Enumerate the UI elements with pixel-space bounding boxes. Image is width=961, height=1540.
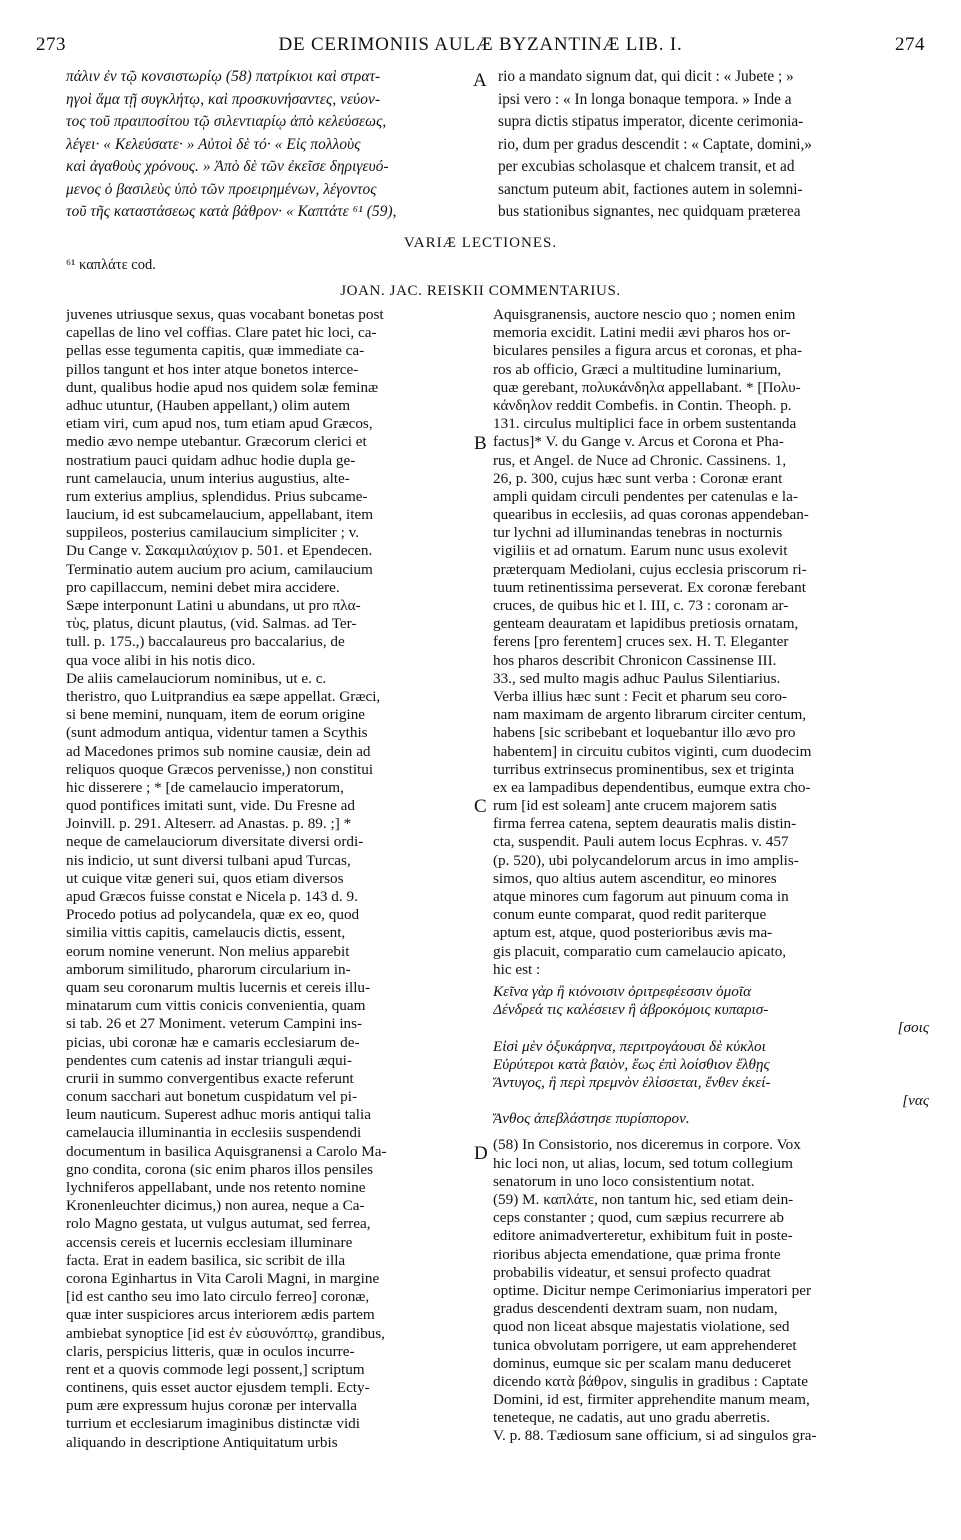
commentary-line: Sæpe interponunt Latini u abundans, ut pro πλα-: [66, 597, 361, 614]
commentary-line: minatarum cum vittis conicis convenientia, quam: [66, 997, 366, 1015]
commentary-line: leum nauticum. Superest adhuc moris antiqui talia: [66, 1106, 371, 1124]
note-59-line: teneteque, ne cadatis, aut uno gradu aberretis.: [493, 1409, 771, 1427]
commentary-line: documentum in basilica Aquisgranensi a Carolo Ma-: [66, 1142, 387, 1160]
greek-text-line: πάλιν ἐν τῷ κονσιστωρίῳ (58) πατρίκιοι καὶ στρατ-: [66, 68, 381, 85]
commentary-line: habentem] in circuitu cubitos viginti, cum duodecim: [493, 742, 812, 760]
commentary-line: apud Græcos fuisse constat e Nicela p. 143 d. 9.: [66, 888, 358, 905]
commentary-line: similia vittis capitis, camelaucis dictis, essent,: [66, 924, 346, 942]
note-58-line: (58) In Consistorio, nos diceremus in corpore. Vox: [493, 1136, 801, 1154]
margin-letter-c: C: [474, 796, 487, 817]
commentary-line: rum [id est soleam] ante crucem majorem satis: [493, 797, 777, 815]
greek-text-line: μενος ὁ βασιλεὺς ὑπὸ τῶν προειρημένων, λέγοντος: [66, 180, 377, 198]
poem-line: Κεῖνα γὰρ ἢ κιόνοισιν ὀριτρεφέεσσιν ὁμοῖα: [493, 982, 752, 1000]
variae-lectiones-heading: VARIÆ LECTIONES.: [403, 235, 558, 251]
commentary-line: reliquos quoque Græcos pervenisse,) non constitui: [66, 760, 374, 778]
latin-text-line: bus stationibus signantes, nec quidquam præterea: [498, 203, 801, 220]
commentary-line: quam seu coronarum multis lucernis et cereis illu-: [66, 978, 371, 996]
poem-line: Εὐρύτεροι κατὰ βαιὸν, ἕως ἐπὶ λοίσθιον ἔλθῃς: [493, 1055, 770, 1073]
greek-text-column: [66, 66, 468, 224]
commentary-line: turrium et ecclesiarum imaginibus distinctæ vidi: [66, 1415, 360, 1433]
commentary-line: Joinvill. p. 291. Alteserr. ad Anastas. p. 89. ;] *: [66, 815, 352, 833]
commentary-line: gno condita, corona (sic enim pharos illos pensiles: [66, 1160, 374, 1178]
commentary-line: ut cuique vitæ generi sui, quos etiam diversos: [66, 869, 344, 887]
commentary-line: rus, et Angel. de Nuce ad Chronic. Cassinens. 1,: [493, 451, 787, 469]
commentary-line: ambiebat synoptice [id est ἐν εὐσυνόπτῳ, grandibus,: [66, 1324, 385, 1342]
commentary-line: camelaucia illuminantia in ecclesiis suspendendi: [66, 1124, 362, 1142]
commentary-line: simos, quo altius autem ascenditur, eo minores: [493, 869, 777, 887]
poem-line: [σοις: [897, 1019, 929, 1037]
note-59-line: rioribus abjecta emendatione, quæ prima fronte: [493, 1245, 781, 1263]
commentary-line: nam maximam de argento librarum circiter centum,: [493, 706, 807, 724]
commentary-line: turribus extrinsecus prominentibus, sex et triginta: [493, 760, 795, 778]
commentary-line: quearibus in ecclesiis, ad quas coronas appendeban-: [493, 506, 809, 524]
commentary-line: cta, suspendit. Pauli autem locus Ecphras. v. 457: [493, 833, 789, 851]
commentary-line: factus]* V. du Gange v. Arcus et Corona et Pha-: [493, 433, 784, 451]
latin-text-line: per excubias scholasque et chalcem transit, et ad: [498, 158, 795, 175]
commentary-line: quæ inter suspiciores arcus interiorem ædis partem: [66, 1306, 375, 1324]
commentary-line: hic disserere ; * [de camelaucio imperatorum,: [66, 778, 344, 796]
greek-text-line: τος τοῦ πραιποσίτου τῷ σιλεντιαρίῳ ἀπὸ κελεύσεως,: [66, 113, 387, 130]
note-58-line: hic loci non, ut alias, locum, sed totum collegium: [493, 1154, 793, 1172]
commentary-line: claris, perspicius litteris, quæ in oculos incurre-: [66, 1342, 355, 1360]
greek-poem-quotation: [493, 983, 929, 1129]
commentary-line: rum exterius amplius, splendidus. Prius subcame-: [66, 487, 368, 505]
commentary-line: crurii in summo convergentibus exacte referunt: [66, 1069, 354, 1087]
footnote-61: ⁶¹ καπλάτε cod.: [66, 257, 156, 273]
commentary-line: genteam deauratam et lapidibus pretiosis ornatam,: [493, 615, 799, 633]
running-title: DE CERIMONIIS AULÆ BYZANTINÆ LIB. I.: [278, 34, 683, 55]
commentary-line: rent et a quovis commode legi possent,] scriptum: [66, 1360, 365, 1378]
commentary-line: medio ævo nempe utebantur. Græcorum clerici et: [66, 433, 367, 451]
note-59-line: tunica obvolutam porrigere, ut eam apprehenderet: [493, 1336, 797, 1354]
latin-text-line: rio, dum per gradus descendit : « Captate, domini,»: [498, 135, 812, 153]
page-number-left: 273: [36, 34, 66, 55]
note-59-line: dicendo κατὰ βάθρον, singulis in gradibus : Captate: [493, 1372, 808, 1390]
commentary-line: eorum nomine venerunt. Non melius apparebit: [66, 942, 350, 960]
greek-text-line: ηγοὶ ἅμα τῇ συγκλήτῳ, καὶ προσκυνήσαντες, νεύον-: [66, 90, 381, 108]
commentary-line: etiam viri, cum apud nos, tum etiam apud Græcos,: [66, 415, 373, 433]
commentary-line: suppileos, posterius camilaucium simpliciter ; v.: [66, 524, 360, 542]
latin-text-line: rio a mandato signum dat, qui dicit : « Jubete ; »: [498, 68, 794, 85]
commentary-line: Verba illius hæc sunt : Fecit et pharum seu coro-: [493, 687, 787, 705]
commentary-line: 131. circulus multiplici face in orbem sustentanda: [493, 415, 797, 433]
commentary-line: theristro, quo Luitprandius ea sæpe appellat. Græci,: [66, 687, 381, 705]
commentary-line: Terminatio autem aucium pro acium, camilaucium: [66, 560, 373, 578]
greek-text-line: λέγει· « Κελεύσατε· » Αὐτοὶ δὲ τό· « Εἰς πολλοὺς: [66, 135, 361, 153]
note-59-line: dominus, eumque sic per scalam manu deduceret: [493, 1354, 792, 1372]
commentary-line: gis placuit, comparatio cum camelaucio apicato,: [493, 942, 787, 960]
margin-letter-d: D: [474, 1143, 488, 1164]
commentary-line: hos pharos describit Chronicon Cassinense III.: [493, 651, 777, 669]
latin-text-line: sanctum puteum abit, factiones autem in solemni-: [498, 180, 803, 198]
note-58-line: senatorum in uno loco consistentium notat.: [493, 1172, 755, 1190]
commentary-line: De aliis camelauciorum nominibus, ut e. c.: [66, 669, 327, 687]
commentary-line: conum eunte comparat, quod redit pariterque: [493, 906, 767, 924]
commentary-line: aptum est, atque, quod posterioribus ævis ma-: [493, 924, 773, 942]
latin-translation-column: [498, 66, 928, 224]
note-59-line: probabilis videatur, et sensui profecto quadrat: [493, 1263, 771, 1281]
commentary-line: pum ære expressum hujus coronæ per intervalla: [66, 1397, 358, 1415]
note-59-line: Domini, id est, firmiter apprehendite manum meam,: [493, 1391, 810, 1409]
commentary-line: picias, ubi coronæ hæ e camaris ecclesiarum de-: [66, 1033, 360, 1051]
commentary-line: corona Eginhartus in Vita Caroli Magni, in margine: [66, 1269, 380, 1287]
commentary-left-column: [66, 306, 470, 1452]
commentary-line: dunt, qualibus hodie apud nos quidem solæ feminæ: [66, 378, 379, 396]
commentary-line: (sunt admodum antiqua, videntur tamen a Scythis: [66, 724, 368, 742]
commentary-line: si tab. 26 et 27 Moniment. veterum Campini ins-: [66, 1015, 363, 1033]
commentary-line: vigiliis et ad ornatum. Earum nunc usus exolevit: [493, 542, 788, 560]
latin-text-line: supra dictis stipatus imperator, dicente cerimonia-: [498, 113, 804, 130]
commentary-line: pellas esse tegumenta capitis, quæ immediate ca-: [66, 342, 365, 360]
commentary-line: biculares pensiles a figura arcus et coronas, et pha-: [493, 342, 803, 360]
commentary-line: Aquisgranensis, auctore nescio quo ; nomen enim: [493, 306, 796, 323]
commentary-line: hic est :: [493, 960, 541, 978]
poem-line: Ἄντυγος, ἣ περὶ πρεμνὸν ἐλίσσεται, ἔνθεν ἐκεί-: [493, 1073, 771, 1091]
commentary-line: τὺς, platus, dicunt plautus, (vid. Salmas. ad Ter-: [66, 615, 357, 633]
note-59-line: (59) M. καπλάτε, non tantum hic, sed etiam dein-: [493, 1191, 794, 1208]
commentary-line: pro capillaccum, nemini debet mira accidere.: [66, 578, 340, 596]
commentary-title: JOAN. JAC. REISKII COMMENTARIUS.: [340, 283, 621, 299]
commentary-line: tur lychni ad illuminandas tenebras in nocturnis: [493, 524, 783, 542]
commentary-line: cruces, de quibus hic et l. III, c. 73 : coronam ar-: [493, 597, 789, 614]
commentary-line: si bene memini, nunquam, item de eorum origine: [66, 706, 366, 724]
commentary-line: quod pontifices imitati sunt, vide. Du Fresne ad: [66, 797, 355, 815]
commentary-line: Du Cange v. Σακαμιλαύχιον p. 501. et Ependecen.: [66, 542, 373, 560]
margin-letter-b: B: [474, 433, 487, 454]
commentary-line: nis indicio, ut sunt diversi tulbani apud Turcas,: [66, 851, 351, 869]
commentary-line: amborum similitudo, pharorum circularium in-: [66, 960, 351, 978]
commentary-line: juvenes utriusque sexus, quas vocabant bonetas post: [66, 306, 384, 323]
commentary-line: accensis cereis et lucernis ecclesiam illuminare: [66, 1233, 353, 1251]
commentary-line: runt camelaucia, unum interius augustius, alte-: [66, 469, 350, 487]
latin-text-line: ipsi vero : « In longa bonaque tempora. » Inde a: [498, 90, 792, 108]
commentary-line: habens [sic scribebant et loquebantur illo ævo pro: [493, 724, 796, 742]
commentary-line: ros ab officio, Græci a multitudine luminarium,: [493, 360, 782, 378]
note-59-line: editore animadverteretur, exhibitum fuit in poste-: [493, 1227, 793, 1245]
poem-line: Δένδρεά τις καλέσειεν ἢ ἁβροκόμοις κυπαρισ-: [493, 1001, 769, 1019]
commentary-line: aliquando in descriptione Antiquitatum urbis: [66, 1433, 338, 1451]
commentary-line: pillos tangunt et hos inter atque bonetos interce-: [66, 360, 359, 378]
commentary-line: capellas de lino vel coffias. Clare patet hic loci, ca-: [66, 324, 377, 342]
commentary-line: tull. p. 175.,) baccalaureus pro baccalarius, de: [66, 633, 345, 651]
note-59-line: ceps constanter ; quod, cum sæpius recurrere ab: [493, 1209, 784, 1227]
note-59-line: gradus descendenti dextram suam, non nudam,: [493, 1300, 778, 1318]
greek-text-line: τοῦ τῆς καταστάσεως κατὰ βάθρον· « Καπτάτε ⁶¹ (59),: [66, 203, 397, 220]
commentary-line: pendentes cum catenis ad instar trianguli æqui-: [66, 1051, 352, 1069]
commentary-right-column: [493, 306, 929, 1446]
commentary-line: laucium, id est subcamelaucium, appellabant, item: [66, 506, 374, 524]
commentary-line: (p. 520), ubi polycandelorum arcus in imo amplis-: [493, 851, 799, 869]
poem-line: [νας: [902, 1092, 929, 1110]
commentary-line: κάνδηλον reddit Combefis. in Contin. Theoph. p.: [493, 396, 792, 414]
note-59-line: optime. Dicitur nempe Cerimoniarius imperatori per: [493, 1281, 812, 1299]
commentary-line: continens, quis esset auctor ejusdem templi. Ecty-: [66, 1379, 370, 1397]
note-59-line: quod non liceat absque majestatis violatione, sed: [493, 1318, 790, 1336]
commentary-line: ferens [pro ferentem] cruces sex. H. T. Eleganter: [493, 633, 789, 651]
page-number-right: 274: [895, 34, 925, 55]
commentary-line: Procedo potius ad polycandela, quæ ex eo, quod: [66, 906, 360, 924]
commentary-line: præterquam Mediolani, cujus ecclesia priscorum ri-: [493, 560, 807, 578]
commentary-line: facta. Erat in eadem basilica, sic scribit de illa: [66, 1251, 346, 1269]
commentary-line: lychniferos appellabant, unde nos retento nomine: [66, 1179, 366, 1196]
commentary-line: Kronenleuchter dicimus,) non aurea, neque a Ca-: [66, 1197, 365, 1215]
commentary-line: firma ferrea catena, septem deauratis malis distin-: [493, 815, 797, 833]
commentary-line: ex ea lampadibus dependentibus, eumque extra cho-: [493, 778, 811, 796]
commentary-line: 33., sed multo magis adhuc Paulus Silentiarius.: [493, 669, 781, 687]
note-59-line: V. p. 88. Tædiosum sane officium, si ad singulos gra-: [493, 1427, 817, 1445]
commentary-line: conum sacchari aut bonetum cuspidatum vel pi-: [66, 1088, 358, 1106]
poem-line: Εἰσὶ μὲν ὀξυκάρηνα, περιτρογάουσι δὲ κύκλοι: [493, 1037, 766, 1055]
margin-letter-a: A: [473, 70, 487, 91]
commentary-line: qua voce alibi in his notis dico.: [66, 651, 256, 669]
commentary-line: rolo Magno gestata, ut vulgus autumat, sed ferrea,: [66, 1215, 371, 1233]
commentary-line: neque de camelauciorum diversitate diversi ordi-: [66, 833, 364, 851]
commentary-line: ad Macedones primos sub nomine causiæ, dein ad: [66, 742, 371, 760]
commentary-line: [id est cantho seu imo lato circulo ferreo] coronæ,: [66, 1288, 370, 1306]
commentary-line: 26, p. 300, cujus hæc sunt verba : Coronæ erant: [493, 469, 783, 487]
poem-line: Ἄνθος ἀπεβλάστησε πυρίσπορον.: [493, 1110, 690, 1128]
commentary-line: tuum retinentissima perseverat. Ex coronæ ferebant: [493, 578, 806, 596]
greek-text-line: καὶ ἀγαθοὺς χρόνους. » Ἀπὸ δὲ τῶν ἐκεῖσε δηριγευό-: [66, 158, 389, 175]
commentary-line: memoria excidit. Latini medii ævi pharos hos or-: [493, 324, 791, 342]
commentary-line: quæ gerebant, πολυκάνδηλα appellabant. * [Πολυ-: [493, 378, 801, 396]
commentary-line: atque minores cum fagorum aut pinuum coma in: [493, 888, 789, 905]
commentary-line: adhuc utuntur, (Hauben appellant,) olim autem: [66, 396, 351, 414]
running-header: [36, 34, 925, 58]
commentary-line: nostratium pauci quidam adhuc hodie dupla ge-: [66, 451, 356, 469]
commentary-line: ampli quidam circuli pendentes per catenulas e la-: [493, 487, 798, 505]
